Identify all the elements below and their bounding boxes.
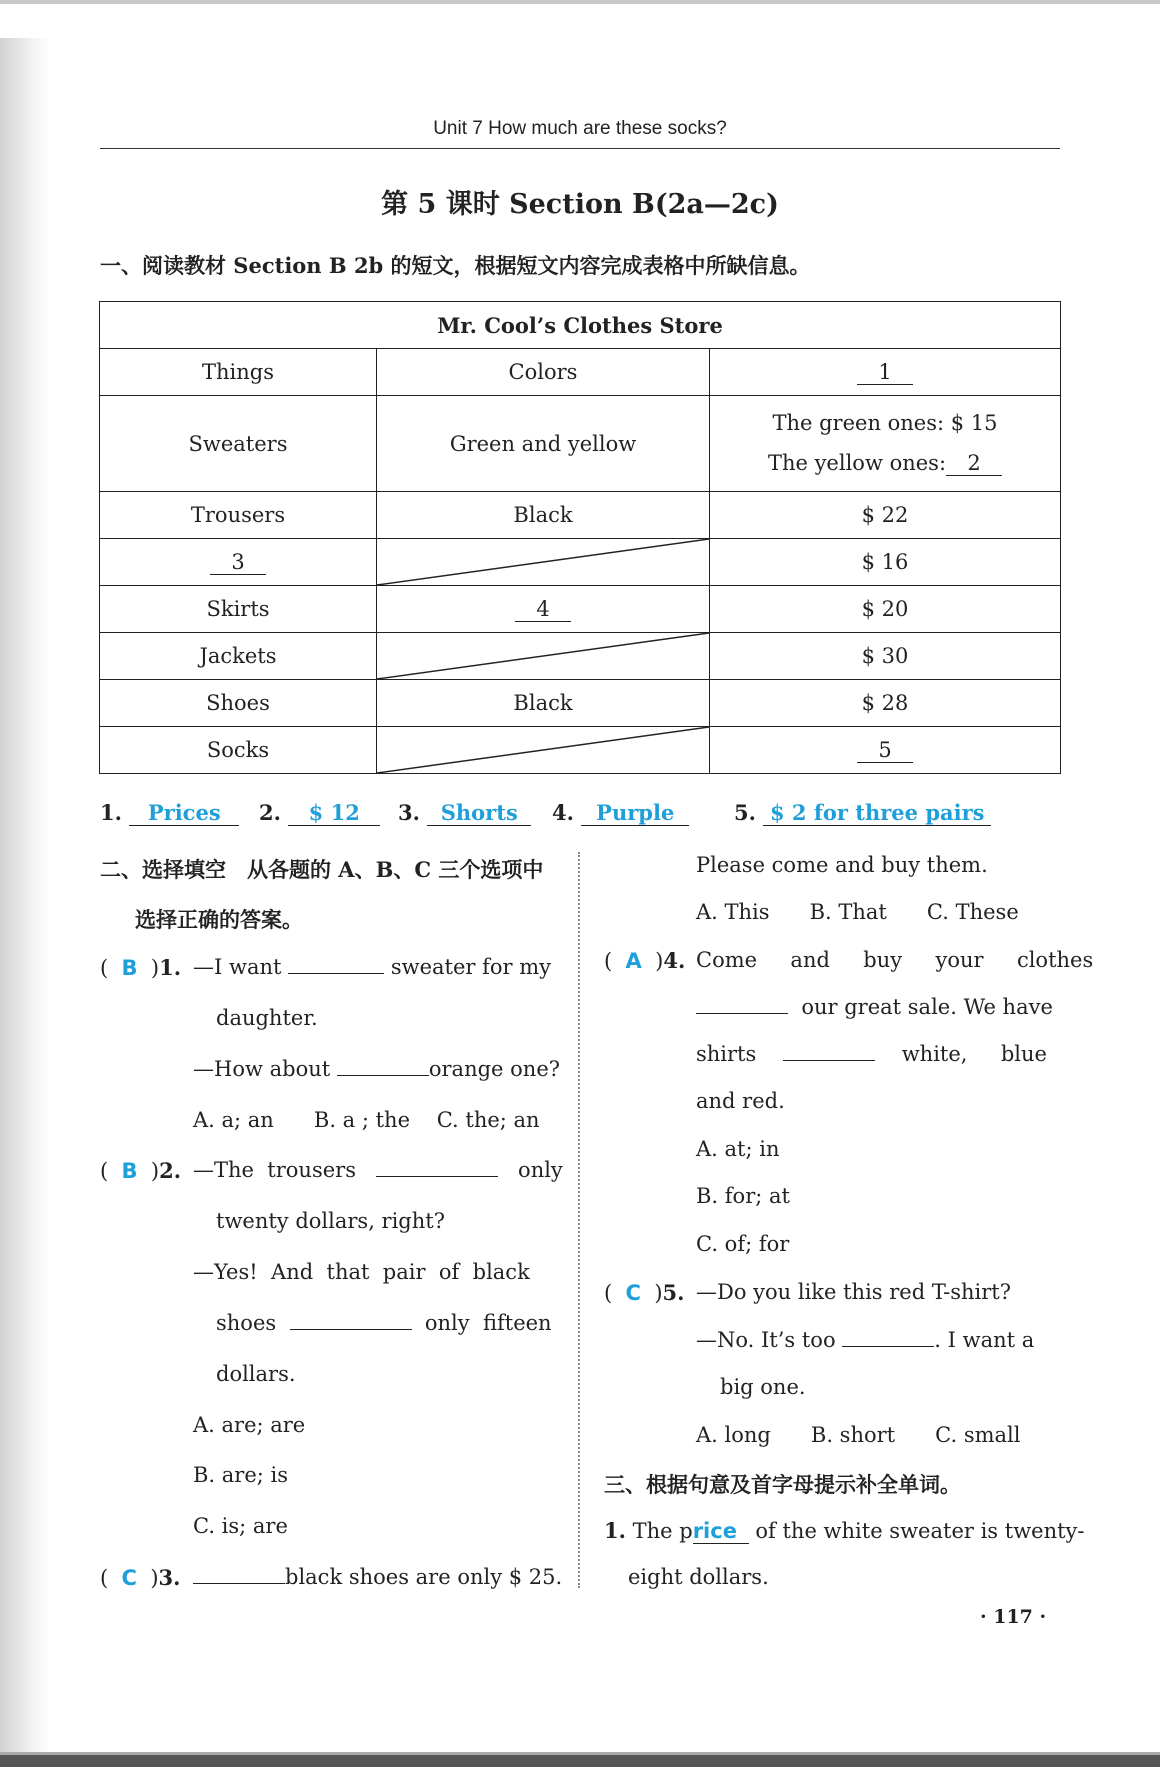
color-cell: Black bbox=[377, 492, 710, 539]
answer-num: 4. bbox=[552, 800, 574, 825]
q3-line: Please come and buy them. bbox=[696, 853, 988, 877]
blank-line bbox=[842, 1328, 934, 1347]
q4-option: C. of; for bbox=[696, 1232, 790, 1256]
q5-text: . I want a bbox=[934, 1328, 1035, 1352]
q2-line bbox=[193, 1158, 563, 1182]
q4-text: white, blue bbox=[901, 1042, 1047, 1066]
s3-text: The p bbox=[632, 1519, 693, 1543]
thing-cell: Jackets bbox=[100, 633, 377, 680]
clothes-store-table bbox=[99, 301, 1061, 774]
q5-line: big one. bbox=[720, 1375, 806, 1399]
s3-question-1 bbox=[604, 1518, 1085, 1544]
section3-title: 三、根据句意及首字母提示补全单词。 bbox=[604, 1472, 961, 1497]
answer-value: $ 2 for three pairs bbox=[763, 800, 991, 826]
blank-line bbox=[288, 955, 384, 974]
question-1: ( B )1. bbox=[100, 955, 182, 980]
s3-text: of the white sweater is twenty- bbox=[755, 1519, 1085, 1543]
price-cell bbox=[710, 396, 1061, 492]
section2-title: 二、选择填空 从各题的 A、B、C 三个选项中 bbox=[100, 857, 544, 882]
question-3: ( C )3. bbox=[100, 1565, 181, 1590]
q1-text: orange one? bbox=[428, 1057, 561, 1081]
question-number: 3. bbox=[158, 1565, 181, 1590]
price-line bbox=[710, 451, 1060, 476]
thing-cell: Socks bbox=[100, 727, 377, 774]
filled-word: rice bbox=[693, 1519, 749, 1544]
blank-line bbox=[783, 1042, 875, 1061]
q1-line bbox=[193, 1057, 560, 1081]
answer-value: Prices bbox=[129, 800, 239, 826]
price-cell: $ 30 bbox=[710, 633, 1061, 680]
blank-2: 2 bbox=[946, 451, 1002, 476]
answer-item bbox=[398, 800, 531, 826]
color-cell: Black bbox=[377, 680, 710, 727]
q2-text: only bbox=[518, 1158, 563, 1182]
section1-instruction: 一、阅读教材 Section B 2b 的短文，根据短文内容完成表格中所缺信息。 bbox=[100, 253, 811, 278]
q5-line: —Do you like this red T-shirt? bbox=[696, 1280, 1011, 1304]
color-cell bbox=[377, 586, 710, 633]
q5-text: —No. It’s too bbox=[696, 1328, 836, 1352]
q2-option: B. are; is bbox=[193, 1463, 289, 1487]
thing-cell: Sweaters bbox=[100, 396, 377, 492]
q1-line: daughter. bbox=[216, 1006, 318, 1030]
answer-item bbox=[259, 800, 380, 826]
table-title: Mr. Cool’s Clothes Store bbox=[100, 302, 1061, 349]
section2-title-cont: 选择正确的答案。 bbox=[135, 907, 303, 932]
q3-line bbox=[193, 1565, 562, 1589]
blank-3: 3 bbox=[210, 550, 266, 575]
answer-letter: A bbox=[625, 949, 642, 973]
question-number: 2. bbox=[159, 1158, 182, 1183]
q2-text: shoes bbox=[216, 1311, 277, 1335]
q5-options: A. long B. short C. small bbox=[696, 1423, 1021, 1447]
header-things: Things bbox=[100, 349, 377, 396]
answer-letter: B bbox=[121, 1159, 138, 1183]
question-number: 1. bbox=[604, 1518, 626, 1543]
q4-line: Come and buy your clothes bbox=[696, 948, 1094, 972]
answer-item bbox=[734, 800, 991, 826]
answer-value: Purple bbox=[581, 800, 689, 826]
blank-1: 1 bbox=[857, 360, 913, 385]
price-cell bbox=[710, 727, 1061, 774]
header-colors: Colors bbox=[377, 349, 710, 396]
color-cell: Green and yellow bbox=[377, 396, 710, 492]
q4-line bbox=[696, 1042, 1047, 1066]
q4-option: B. for; at bbox=[696, 1184, 790, 1208]
price-cell: $ 16 bbox=[710, 539, 1061, 586]
question-4: ( A )4. bbox=[604, 948, 686, 973]
empty-color-cell bbox=[377, 539, 710, 586]
answer-letter: C bbox=[625, 1281, 641, 1305]
empty-color-cell bbox=[377, 727, 710, 774]
answer-value: $ 12 bbox=[288, 800, 380, 826]
q2-option: C. is; are bbox=[193, 1514, 288, 1538]
question-number: 5. bbox=[662, 1280, 685, 1305]
question-2: ( B )2. bbox=[100, 1158, 182, 1183]
price-cell: $ 28 bbox=[710, 680, 1061, 727]
q2-line bbox=[216, 1311, 552, 1335]
q2-text: only fifteen bbox=[424, 1311, 552, 1335]
blank-line bbox=[193, 1565, 285, 1584]
thing-cell: Trousers bbox=[100, 492, 377, 539]
diagonal-slash bbox=[377, 539, 709, 585]
q1-options: A. a; an B. a ; the C. the; an bbox=[193, 1108, 540, 1132]
price-cell: $ 22 bbox=[710, 492, 1061, 539]
thing-cell bbox=[100, 539, 377, 586]
q2-line: —Yes! And that pair of black bbox=[193, 1260, 530, 1284]
answer-row bbox=[100, 800, 1060, 834]
answer-letter: C bbox=[121, 1566, 137, 1590]
header-rule bbox=[100, 148, 1060, 149]
answer-num: 2. bbox=[259, 800, 281, 825]
price-label: The yellow ones: bbox=[767, 451, 947, 475]
question-5: ( C )5. bbox=[604, 1280, 685, 1305]
thing-cell: Skirts bbox=[100, 586, 377, 633]
page-edge-shadow bbox=[0, 38, 50, 1767]
q4-line: and red. bbox=[696, 1089, 785, 1113]
answer-value: Shorts bbox=[427, 800, 531, 826]
q4-text: our great sale. We have bbox=[801, 995, 1053, 1019]
q4-option: A. at; in bbox=[696, 1137, 780, 1161]
header-blank-cell bbox=[710, 349, 1061, 396]
blank-5: 5 bbox=[857, 738, 913, 763]
answer-num: 3. bbox=[398, 800, 420, 825]
q2-option: A. are; are bbox=[193, 1413, 306, 1437]
price-line: The green ones: $ 15 bbox=[772, 411, 998, 435]
q3-text: black shoes are only $ 25. bbox=[285, 1565, 563, 1589]
page-number: · 117 · bbox=[980, 1606, 1047, 1628]
diagonal-slash bbox=[377, 633, 709, 679]
blank-line bbox=[376, 1158, 498, 1177]
q4-text: shirts bbox=[696, 1042, 757, 1066]
answer-item bbox=[100, 800, 239, 826]
thing-cell: Shoes bbox=[100, 680, 377, 727]
question-number: 4. bbox=[663, 948, 686, 973]
q2-text: —The trousers bbox=[193, 1158, 356, 1182]
blank-line bbox=[696, 995, 788, 1014]
empty-color-cell bbox=[377, 633, 710, 680]
price-cell: $ 20 bbox=[710, 586, 1061, 633]
q1-text: —I want bbox=[193, 955, 282, 979]
answer-num: 1. bbox=[100, 800, 122, 825]
answer-item bbox=[552, 800, 689, 826]
answer-letter: B bbox=[121, 956, 138, 980]
bottom-bar bbox=[0, 1755, 1160, 1767]
blank-line bbox=[337, 1057, 429, 1076]
diagonal-slash bbox=[377, 727, 709, 773]
q2-line: twenty dollars, right? bbox=[216, 1209, 445, 1233]
blank-4: 4 bbox=[515, 597, 571, 622]
running-header: Unit 7 How much are these socks? bbox=[433, 118, 727, 139]
lesson-title: 第 5 课时 Section B(2a—2c) bbox=[381, 189, 779, 220]
q1-text: —How about bbox=[193, 1057, 331, 1081]
question-number: 1. bbox=[159, 955, 182, 980]
q5-line bbox=[696, 1328, 1034, 1352]
q1-line bbox=[193, 955, 551, 979]
column-divider bbox=[578, 852, 580, 1588]
answer-num: 5. bbox=[734, 800, 756, 825]
blank-line bbox=[290, 1311, 412, 1330]
q1-text: sweater for my bbox=[390, 955, 551, 979]
q2-line: dollars. bbox=[216, 1362, 296, 1386]
q4-line bbox=[696, 995, 1053, 1019]
s3-line: eight dollars. bbox=[628, 1565, 769, 1589]
top-border bbox=[0, 0, 1160, 4]
q3-options: A. This B. That C. These bbox=[696, 900, 1019, 924]
